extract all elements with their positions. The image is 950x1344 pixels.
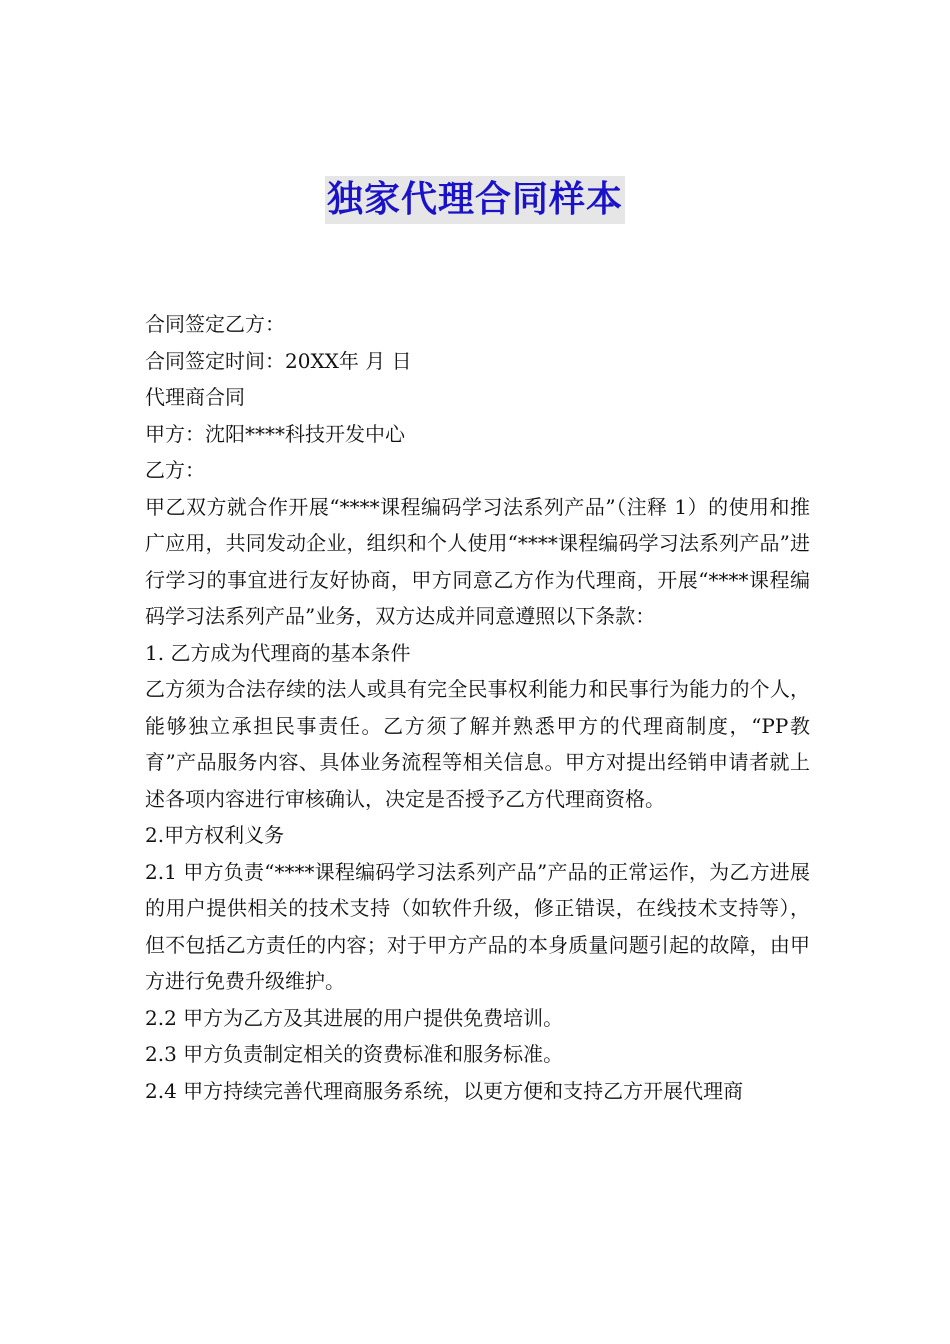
section-2-heading: 2.甲方权利义务 (145, 823, 285, 847)
section-1-paragraph: 乙方须为合法存续的法人或具有完全民事权利能力和民事行为能力的个人，能够独立承担民事责任。乙方须了解并熟悉甲方的代理商制度，“PP教育”产品服务内容、具体业务流程等相关信息。甲方对提出经销申请者就上述各项内容进行审核确认，决定是否授予乙方代理商资格。 (145, 677, 810, 811)
contract-date-line: 合同签定时间：20XX年 月 日 (145, 348, 412, 373)
title-container (0, 176, 950, 224)
contract-party-b-line: 合同签定乙方： (145, 312, 285, 336)
party-a-line: 甲方：沈阳****科技开发中心 (145, 421, 405, 446)
document-body (145, 306, 810, 1109)
party-b-line: 乙方： (145, 458, 205, 482)
section-1-heading: 1. 乙方成为代理商的基本条件 (145, 640, 411, 665)
clause-2-4: 2.4 甲方持续完善代理商服务系统，以更方便和支持乙方开展代理商 (145, 1078, 744, 1103)
clause-2-2: 2.2 甲方为乙方及其进展的用户提供免费培训。 (145, 1005, 564, 1030)
clause-2-3: 2.3 甲方负责制定相关的资费标准和服务标准。 (145, 1042, 564, 1066)
intro-paragraph: 甲乙双方就合作开展“****课程编码学习法系列产品”（注释 1）的使用和推广应用，共同发动企业，组织和个人使用“****课程编码学习法系列产品”进行学习的事宜进行友好协商，甲方同意乙方作为代理商，开展“****课程编码学习法系列产品”业务，双方达成并同意遵照以下条款： (145, 494, 810, 628)
contract-heading: 代理商合同 (145, 385, 245, 409)
document-title: 独家代理合同样本 (325, 176, 625, 224)
clause-2-1: 2.1 甲方负责“****课程编码学习法系列产品”产品的正常运作，为乙方进展的用户提供相关的技术支持（如软件升级，修正错误，在线技术支持等），但不包括乙方责任的内容；对于甲方产品的本身质量问题引起的故障，由甲方进行免费升级维护。 (145, 859, 810, 993)
